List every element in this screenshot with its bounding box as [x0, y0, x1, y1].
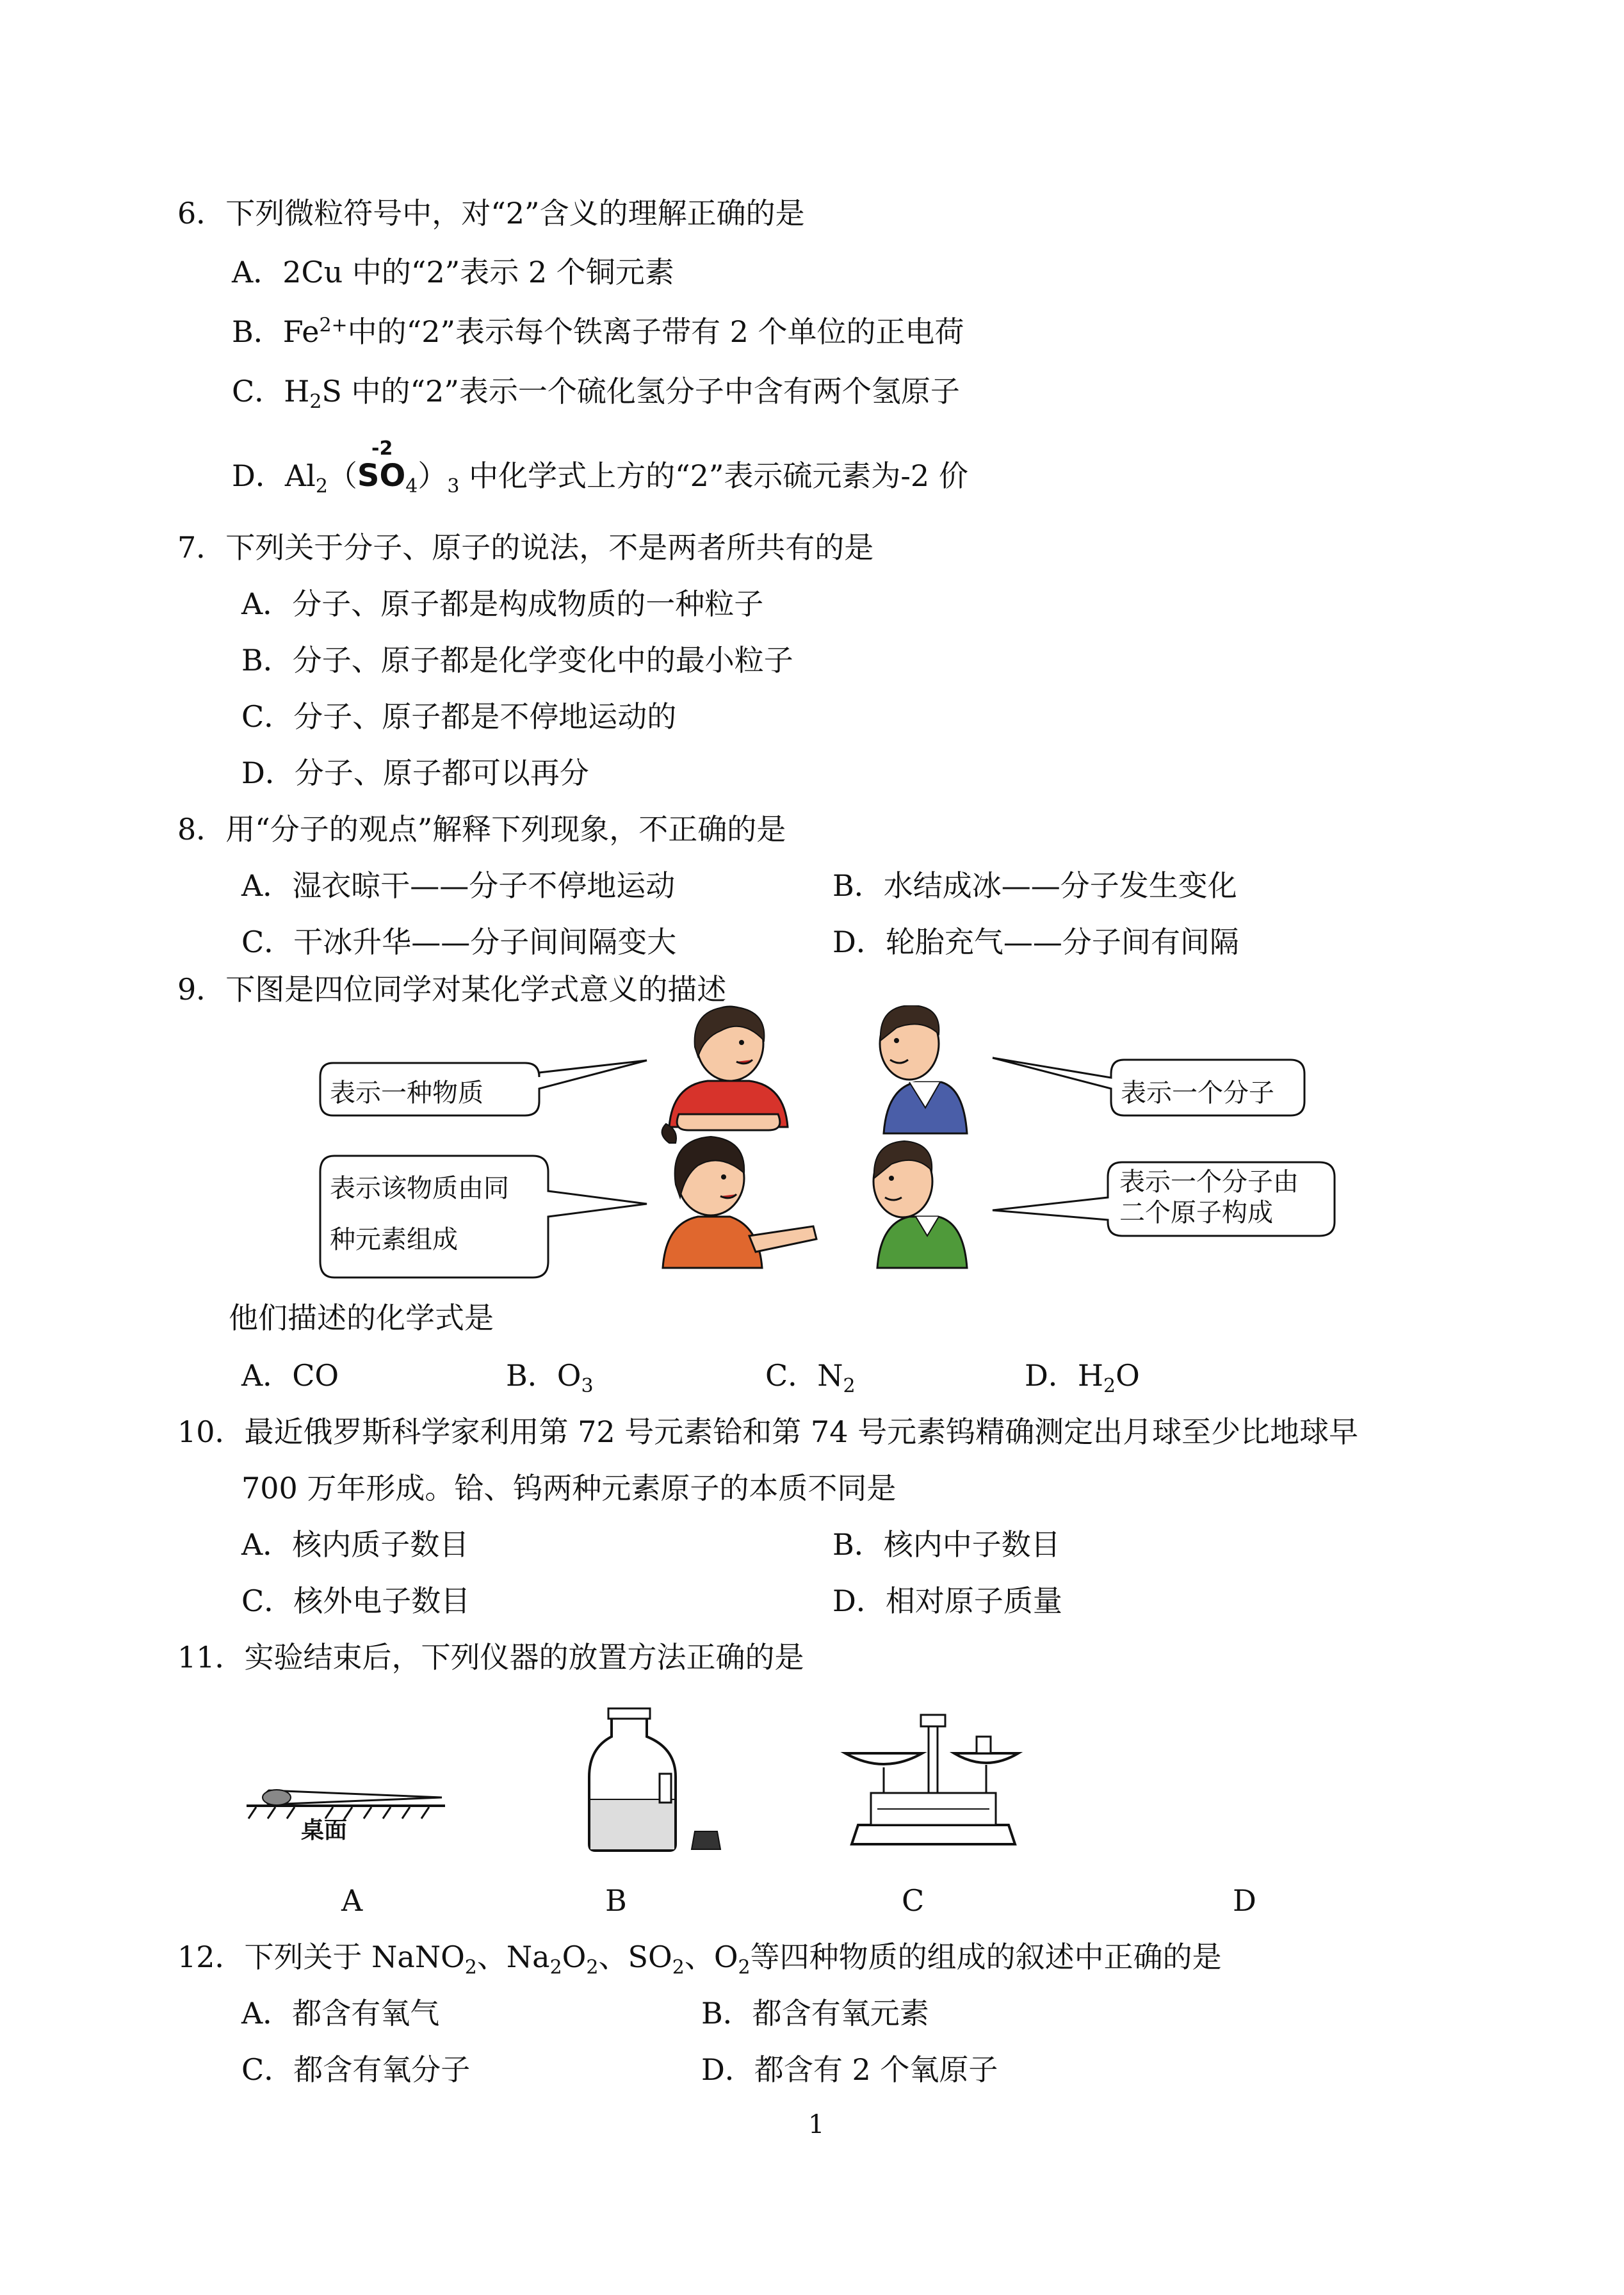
student-girl-orange-shirt: [662, 1124, 816, 1268]
q12-option-c: C．都含有氧分子: [241, 2052, 471, 2087]
q12-option-a: A．都含有氧气: [241, 1996, 440, 2031]
bubble4-text-line1: 表示一个分子由: [1119, 1167, 1299, 1197]
q6-d-so: SO: [357, 458, 406, 494]
apparatus-c-balance-scale: [845, 1715, 1018, 1844]
q10-option-a: A．核内质子数目: [241, 1527, 469, 1562]
q7-option-c: C．分子、原子都是不停地运动的: [241, 699, 677, 734]
q7-option-d: D．分子、原子都可以再分: [241, 756, 589, 790]
q6-stem: 6．下列微粒符号中，对“2”含义的理解正确的是: [177, 196, 805, 231]
q9-illustration: [0, 1005, 1624, 1287]
q10-option-b: B．核内中子数目: [832, 1527, 1060, 1562]
q6-b-sup: 2+: [319, 314, 348, 337]
q12-stem-prefix: 12．下列关于 NaNO: [177, 1940, 465, 1974]
q12-option-d: D．都含有 2 个氧原子: [701, 2052, 998, 2087]
q9-question: 他们描述的化学式是: [229, 1301, 494, 1335]
q9-c-sub: 2: [843, 1375, 856, 1398]
q10-stem-line2: 700 万年形成。铪、钨两种元素原子的本质不同是: [241, 1471, 897, 1505]
q6-option-c: [232, 373, 960, 414]
student-girl-red-shirt: [669, 1007, 788, 1130]
q6-d-prefix: D．Al: [232, 458, 316, 493]
q10-option-d: D．相对原子质量: [832, 1584, 1062, 1618]
q11-desk-label: 桌面: [301, 1817, 348, 1844]
q8-option-a: A．湿衣晾干——分子不停地运动: [241, 868, 676, 903]
q6-option-d: [232, 458, 968, 498]
q9-option-c: [765, 1358, 856, 1398]
q9-option-d: [1025, 1358, 1140, 1398]
q12-text4: 、O: [684, 1940, 738, 1974]
student-boy-blue-shirt: [880, 1005, 967, 1133]
q12-text2: O: [562, 1940, 587, 1974]
q12-sub1: 2: [464, 1956, 477, 1979]
q6-c-sub: 2: [309, 391, 322, 414]
q6-d-rest: 中化学式上方的“2”表示硫元素为-2 价: [469, 458, 968, 493]
q7-option-b: B．分子、原子都是化学变化中的最小粒子: [241, 643, 793, 677]
q6-d-sub3: 3: [447, 475, 460, 498]
q6-d-paren-open: （: [327, 458, 357, 493]
q6-d-sub4: 4: [405, 475, 418, 498]
q10-stem-line1: 10．最近俄罗斯科学家利用第 72 号元素铪和第 74 号元素钨精确测定出月球至少比地球早: [177, 1415, 1359, 1449]
bubble4-text-line2: 二个原子构成: [1119, 1198, 1273, 1228]
q6-d-paren-close: ）: [418, 458, 448, 493]
student-boy-green-shirt: [873, 1141, 967, 1268]
q11-label-c: C: [902, 1883, 925, 1918]
page-number: 1: [808, 2110, 825, 2139]
q11-label-d: D: [1233, 1883, 1256, 1918]
q6-d-sub1: 2: [315, 475, 328, 498]
bubble1-text: 表示一种物质: [330, 1078, 483, 1108]
q11-apparatus-figure: [0, 1697, 1624, 1863]
q9-d-sub: 2: [1103, 1375, 1116, 1398]
q6-option-a: A．2Cu 中的“2”表示 2 个铜元素: [232, 255, 674, 289]
q6-d-charge: -2: [371, 437, 393, 460]
q7-stem: 7．下列关于分子、原子的说法，不是两者所共有的是: [177, 530, 874, 565]
q8-option-d: D．轮胎充气——分子间有间隔: [832, 925, 1239, 959]
q12-sub5: 2: [738, 1956, 751, 1979]
q8-option-b: B．水结成冰——分子发生变化: [832, 868, 1237, 903]
q12-text1: 、Na: [476, 1940, 550, 1974]
bubble3-text-line1: 表示该物质由同: [330, 1174, 509, 1203]
q7-option-a: A．分子、原子都是构成物质的一种粒子: [241, 587, 764, 621]
q6-b-prefix: B．Fe: [232, 314, 320, 349]
q11-label-a: A: [341, 1883, 363, 1918]
q6-c-prefix: C．H: [232, 374, 310, 409]
q9-option-a: A．CO: [241, 1358, 339, 1393]
q9-c-prefix: C．N: [765, 1358, 843, 1393]
q12-stem: [177, 1939, 1222, 1979]
q12-sub3: 2: [586, 1956, 599, 1979]
q11-label-b: B: [605, 1883, 627, 1918]
q12-option-b: B．都含有氧元素: [701, 1996, 929, 2031]
q9-option-b: [506, 1358, 594, 1398]
q9-d-prefix: D．H: [1025, 1358, 1103, 1393]
student1-arms: [677, 1114, 780, 1130]
q8-stem: 8．用“分子的观点”解释下列现象，不正确的是: [177, 812, 786, 847]
bubble3-text-line2: 种元素组成: [330, 1225, 458, 1254]
q9-stem: 9．下图是四位同学对某化学式意义的描述: [177, 972, 727, 1007]
q8-option-c: C．干冰升华——分子间间隔变大: [241, 925, 677, 959]
bubble2-text: 表示一个分子: [1121, 1078, 1274, 1108]
q9-d-rest: O: [1116, 1358, 1140, 1393]
q12-sub4: 2: [672, 1956, 685, 1979]
q11-stem: 11．实验结束后，下列仪器的放置方法正确的是: [177, 1640, 804, 1675]
q6-b-rest: 中的“2”表示每个铁离子带有 2 个单位的正电荷: [347, 314, 964, 349]
q9-b-prefix: B．O: [506, 1358, 581, 1393]
q12-text3: 、SO: [598, 1940, 672, 1974]
apparatus-b-reagent-bottle: [589, 1708, 720, 1851]
q6-c-rest: S 中的“2”表示一个硫化氢分子中含有两个氢原子: [321, 374, 960, 409]
q12-sub2: 2: [549, 1956, 562, 1979]
q9-b-sub: 3: [581, 1375, 594, 1398]
q6-option-b: [232, 314, 964, 350]
q12-text5: 等四种物质的组成的叙述中正确的是: [750, 1940, 1222, 1974]
q10-option-c: C．核外电子数目: [241, 1584, 471, 1618]
student3-shirt: [663, 1217, 762, 1268]
